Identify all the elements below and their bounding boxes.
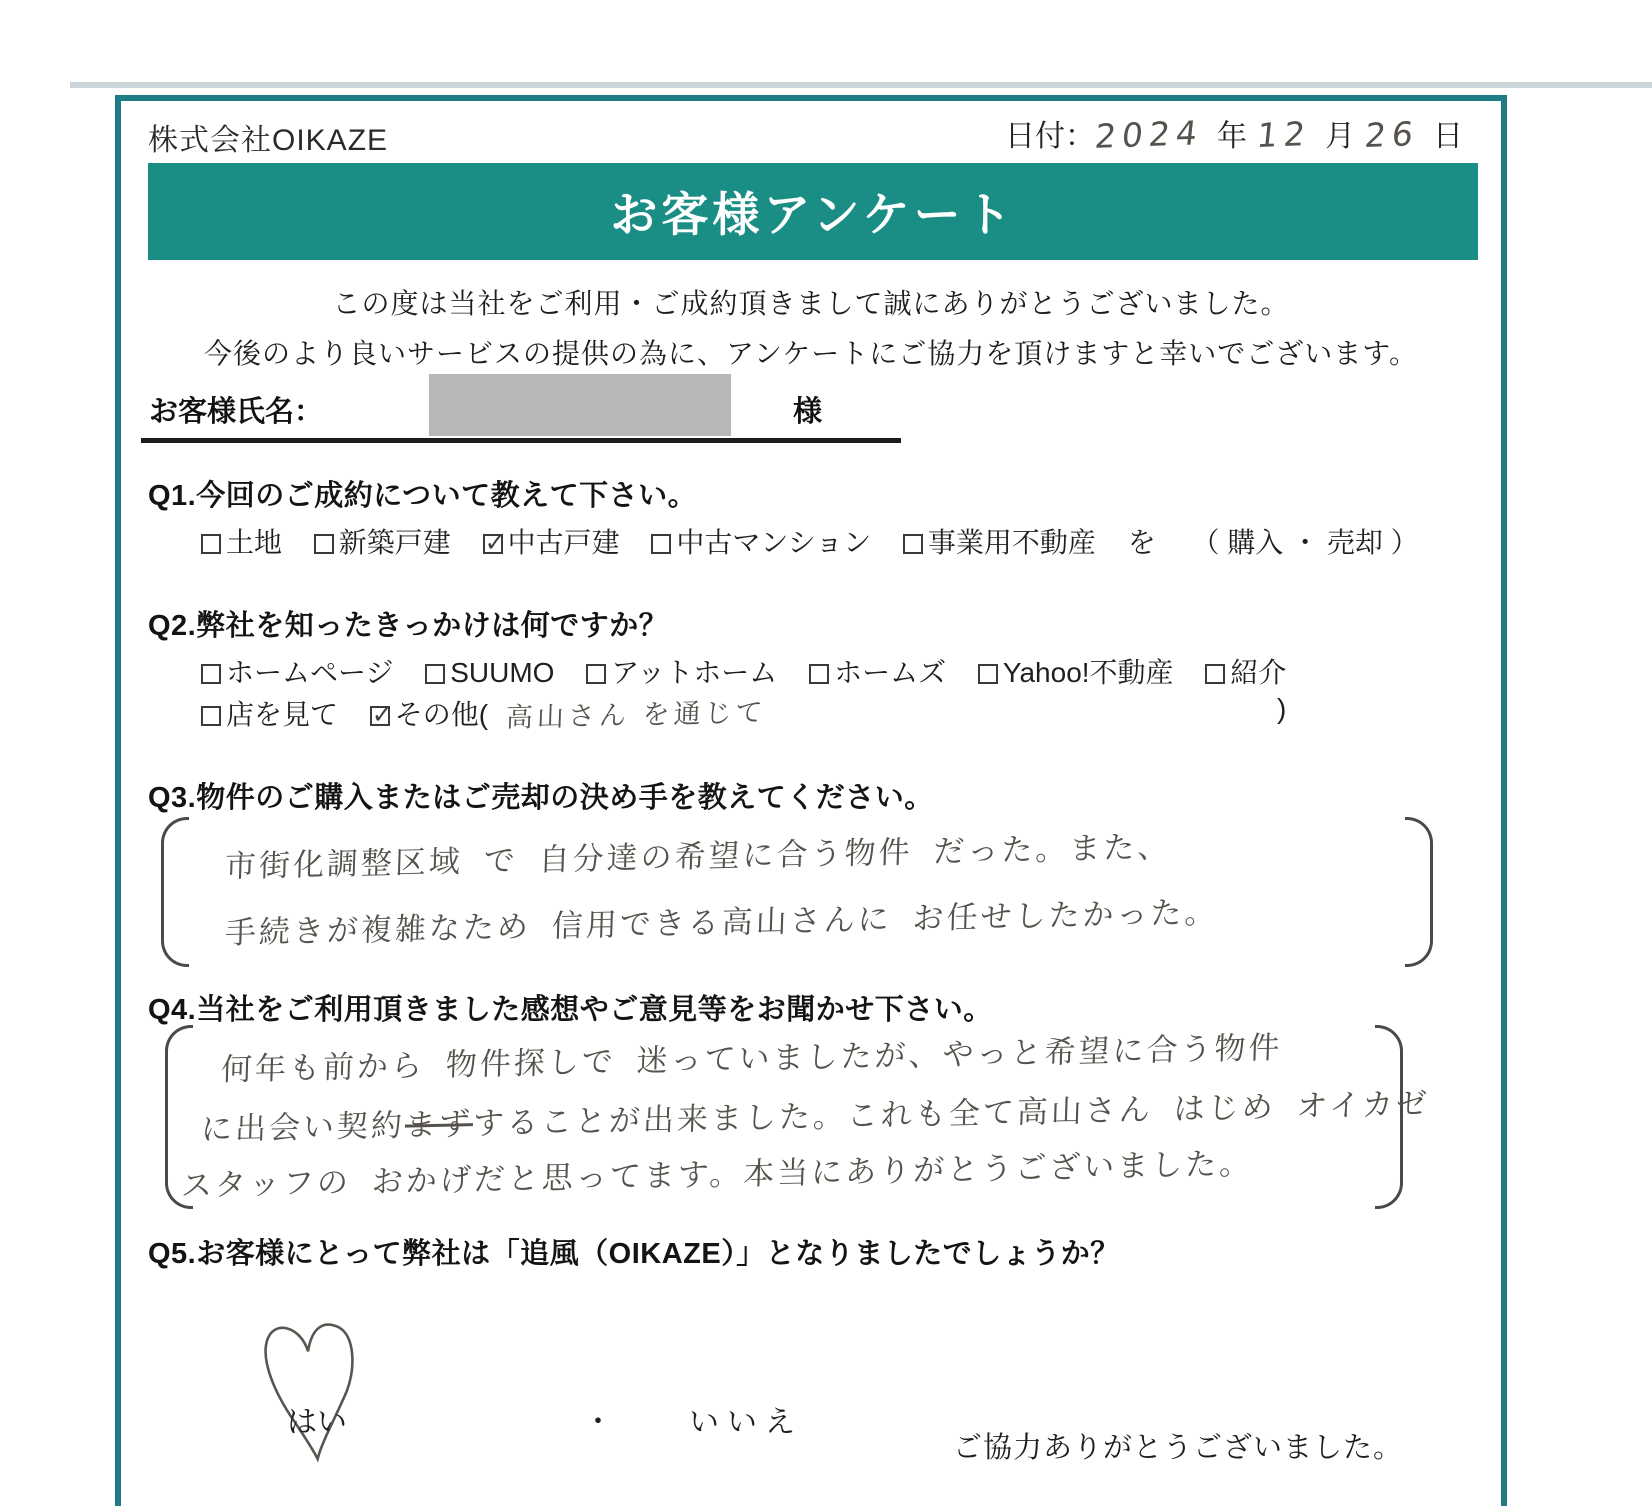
q5-no-label: いいえ — [689, 1406, 803, 1439]
checkbox-icon — [586, 664, 606, 684]
checkbox-label: 店を見て — [226, 699, 339, 730]
q1-option-shinchiku — [314, 521, 451, 561]
checkbox-label: ホームページ — [226, 657, 394, 688]
q1-option-chuko-kodate — [483, 521, 620, 561]
survey-frame — [115, 95, 1507, 1506]
q2-option-athome — [586, 651, 777, 691]
checkbox-icon — [425, 664, 445, 684]
q2-option-sonota — [370, 693, 488, 733]
checkbox-icon — [314, 534, 334, 554]
checkbox-label: 紹介 — [1230, 657, 1287, 688]
redacted-name — [429, 374, 731, 436]
date-line — [1005, 111, 1473, 155]
q1-option-chuko-mansion — [651, 521, 871, 561]
company-name: 株式会社OIKAZE — [148, 124, 389, 157]
checkbox-icon — [978, 664, 998, 684]
intro-line-2: 今後のより良いサービスの提供の為に、アンケートにご協力を頂けますと幸いでございます。 — [203, 338, 1419, 369]
q2-heading: Q2.弊社を知ったきっかけは何ですか？ — [148, 610, 669, 642]
checkbox-checked-icon — [370, 706, 390, 726]
honorific-label: 様 — [793, 396, 823, 428]
q1-particle-wo: を — [1127, 527, 1156, 558]
q1-option-jigyoyo — [903, 521, 1096, 561]
q3-answer-box — [161, 817, 1433, 967]
footer-thanks: ご協力ありがとうございました。 — [952, 1432, 1403, 1464]
checkbox-icon — [1205, 664, 1225, 684]
checkbox-icon — [651, 534, 671, 554]
checkbox-icon — [903, 534, 923, 554]
date-year-unit: 年 — [1217, 120, 1247, 153]
date-month-handwritten: 12 — [1254, 113, 1314, 156]
customer-name-label: お客様氏名： — [149, 396, 324, 428]
intro-text — [121, 279, 1501, 379]
page-title: お客様アンケート — [610, 188, 1016, 241]
checkbox-icon — [201, 664, 221, 684]
checkbox-label: 事業用不動産 — [927, 527, 1096, 558]
date-year-handwritten: 2024 — [1092, 113, 1206, 156]
heart-doodle-icon — [259, 1313, 369, 1473]
crossed-out-text: まず — [404, 1106, 474, 1144]
q2-options-row1 — [201, 651, 1310, 691]
date-day-handwritten: 26 — [1362, 113, 1422, 156]
title-banner — [148, 163, 1478, 260]
q5-heading: Q5.お客様にとって弊社は「追風（OIKAZE）」となりましたでしょうか？ — [148, 1238, 1120, 1270]
q2-option-shokai — [1205, 651, 1286, 691]
checkbox-label: アットホーム — [611, 657, 778, 688]
checkbox-label: 新築戸建 — [338, 527, 451, 558]
q4-heading: Q4.当社をご利用頂きました感想やご意見等をお聞かせ下さい。 — [148, 994, 993, 1026]
answer-bracket-right-icon — [1405, 817, 1433, 967]
q1-options — [201, 521, 1419, 561]
q5-yes-label: はい — [287, 1406, 347, 1439]
q3-answer-line-2: 手続きが複雑なため 信用できる高山さんに お任せしたかった。 — [224, 894, 1220, 952]
q2-options-row2 — [201, 693, 1287, 734]
q4-answer-line-2: に出会い契約まずすることが出来ました。これも全て高山さん はじめ オイカゼ — [200, 1086, 1431, 1148]
answer-bracket-left-icon — [161, 817, 189, 967]
checkbox-label: 中古戸建 — [507, 527, 620, 558]
q5-separator-dot: ・ — [583, 1406, 613, 1439]
checkbox-label: Yahoo!不動産 — [1002, 657, 1174, 688]
date-label: 日付： — [1005, 120, 1096, 153]
checkbox-icon — [201, 706, 221, 726]
q1-purchase-sale-paren: （ 購入 ・ 売却 ） — [1191, 527, 1419, 558]
q2-other-handwritten-answer: 高山さん を通じて — [505, 697, 767, 734]
q4-answer-line-1: 何年も前から 物件探しで 迷っていましたが、やっと希望に合う物件 — [220, 1029, 1284, 1089]
q4-answer-box — [165, 1025, 1431, 1209]
q1-heading: Q1.今回のご成約について教えて下さい。 — [148, 480, 698, 512]
checkbox-icon — [809, 664, 829, 684]
q2-option-mise — [201, 693, 338, 733]
q4-answer-line-3: スタッフの おかげだと思ってます。本当にありがとうございました。 — [180, 1145, 1254, 1205]
q2-option-yahoo — [978, 651, 1174, 691]
checkbox-label: 中古マンション — [676, 527, 872, 558]
checkbox-label: 土地 — [226, 527, 283, 558]
customer-name-row — [141, 373, 901, 443]
date-day-unit: 日 — [1433, 120, 1463, 153]
intro-line-1: この度は当社をご利用・ご成約頂きまして誠にありがとうございました。 — [332, 288, 1290, 319]
date-month-unit: 月 — [1325, 120, 1355, 153]
q2-close-paren: ) — [1277, 693, 1287, 724]
checkbox-label: その他( — [394, 699, 489, 730]
checkbox-checked-icon — [483, 534, 503, 554]
q3-answer-line-1: 市街化調整区域 で 自分達の希望に合う物件 だった。また、 — [224, 829, 1172, 885]
q3-heading: Q3.物件のご購入またはご売却の決め手を教えてください。 — [148, 782, 934, 814]
q2-option-homes — [809, 651, 946, 691]
checkbox-label: SUUMO — [450, 657, 555, 688]
q2-option-homepage — [201, 651, 393, 691]
scan-artifact-line — [70, 82, 1652, 88]
checkbox-label: ホームズ — [834, 657, 947, 688]
q2-option-suumo — [425, 657, 554, 689]
checkbox-icon — [201, 534, 221, 554]
q1-option-tochi — [201, 521, 282, 561]
